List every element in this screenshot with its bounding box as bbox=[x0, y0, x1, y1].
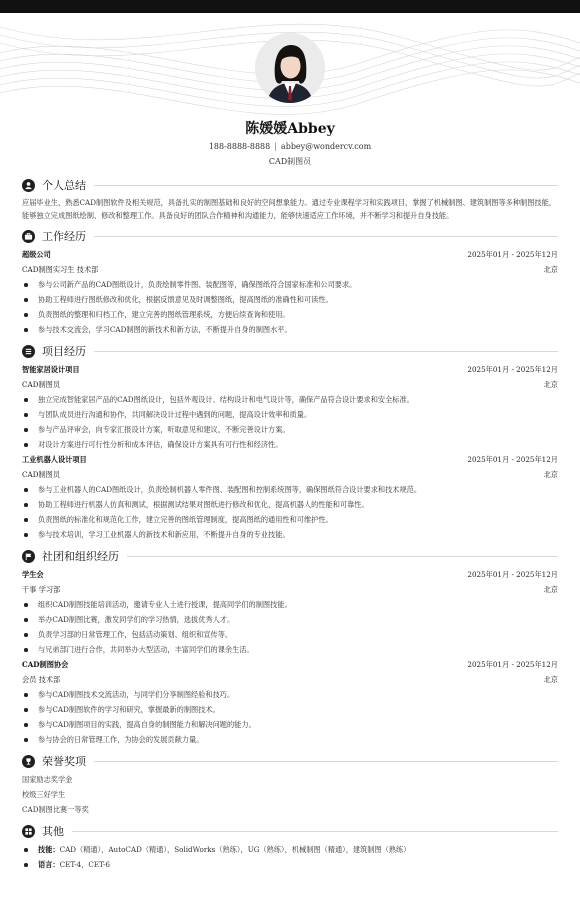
section-divider bbox=[72, 831, 558, 832]
awards-section-header bbox=[22, 750, 558, 772]
entry-role: 会员 技术部 bbox=[22, 675, 61, 684]
list-item: 协助工程师进行机器人仿真和测试，根据测试结果对图纸进行修改和优化，提高机器人的性能和可靠性。 bbox=[22, 497, 558, 512]
list-icon bbox=[22, 345, 35, 358]
entry-organization: 工业机器人设计项目 bbox=[22, 455, 87, 464]
entry-organization: 智能家居设计项目 bbox=[22, 365, 80, 374]
person-portrait-icon bbox=[255, 33, 325, 103]
list-item: 参与技术培训，学习工业机器人的新技术和新应用，不断提升自身的专业技能。 bbox=[22, 527, 558, 542]
list-item: 举办CAD制图比赛，激发同学们的学习热情，选拔优秀人才。 bbox=[22, 612, 558, 627]
list-item: 参与公司新产品的CAD图纸设计，负责绘制零件图、装配图等，确保图纸符合国家标准和公司要求。 bbox=[22, 277, 558, 292]
list-item: 与团队成员进行沟通和协作，共同解决设计过程中遇到的问题，提高设计效率和质量。 bbox=[22, 407, 558, 422]
summary-section-header bbox=[22, 174, 558, 196]
list-item: 负责学习部的日常管理工作，包括活动策划、组织和宣传等。 bbox=[22, 627, 558, 642]
briefcase-icon bbox=[22, 230, 35, 243]
list-item: 参与技术交流会，学习CAD制图的新技术和新方法，不断提升自身的制图水平。 bbox=[22, 322, 558, 337]
section-title: 荣誉奖项 bbox=[42, 755, 86, 768]
entry-bullets bbox=[22, 277, 558, 337]
entry-location: 北京 bbox=[543, 265, 558, 274]
grid-icon bbox=[22, 825, 35, 838]
section-title: 个人总结 bbox=[42, 179, 86, 192]
entry-date: 2025年01月 - 2025年12月 bbox=[467, 660, 558, 669]
section-title: 项目经历 bbox=[42, 345, 86, 358]
list-item: 参与CAD制图技术交流活动，与同学们分享制图经验和技巧。 bbox=[22, 687, 558, 702]
other-list bbox=[22, 842, 558, 872]
languages-value: CET-4，CET-6 bbox=[59, 860, 110, 869]
resume-body bbox=[22, 171, 558, 872]
club-entry bbox=[22, 567, 558, 657]
top-dark-bar bbox=[0, 0, 580, 13]
list-item: 参与协会的日常管理工作，为协会的发展贡献力量。 bbox=[22, 732, 558, 747]
languages-item bbox=[22, 857, 558, 872]
list-item: 参与工业机器人的CAD图纸设计，负责绘制机器人零件图、装配图和控制系统图等，确保图纸符合设计要求和技术规范。 bbox=[22, 482, 558, 497]
candidate-name: 陈媛媛Abbey bbox=[245, 121, 335, 137]
skills-label: 技能： bbox=[38, 845, 60, 854]
club-entry bbox=[22, 657, 558, 747]
entry-role: CAD制图员 bbox=[22, 470, 61, 479]
list-item: 独立完成智能家居产品的CAD图纸设计，包括外观设计、结构设计和电气设计等，确保产品符合设计要求和安全标准。 bbox=[22, 392, 558, 407]
entry-role: 干事 学习部 bbox=[22, 585, 61, 594]
entry-organization: 学生会 bbox=[22, 570, 44, 579]
award-item: 校级三好学生 bbox=[22, 790, 66, 799]
list-item: 负责图纸的标准化和规范化工作，建立完善的图纸管理制度，提高图纸的通用性和可维护性。 bbox=[22, 512, 558, 527]
award-item: CAD制图比赛一等奖 bbox=[22, 805, 89, 814]
list-item: 参与产品评审会，向专家汇报设计方案，听取意见和建议，不断完善设计方案。 bbox=[22, 422, 558, 437]
job-title: CAD制图员 bbox=[268, 157, 312, 166]
profile-photo bbox=[255, 33, 325, 103]
section-divider bbox=[94, 761, 558, 762]
contact-line bbox=[0, 142, 580, 151]
entry-location: 北京 bbox=[543, 585, 558, 594]
entry-bullets bbox=[22, 597, 558, 657]
clubs-section-header bbox=[22, 545, 558, 567]
list-item: 协助工程师进行图纸修改和优化，根据反馈意见及时调整图纸，提高图纸的准确性和可读性。 bbox=[22, 292, 558, 307]
trophy-icon bbox=[22, 755, 35, 768]
project-entry bbox=[22, 362, 558, 452]
list-item: 组织CAD制图技能培训活动，邀请专业人士进行授课，提高同学们的制图技能。 bbox=[22, 597, 558, 612]
entry-role: CAD制图员 bbox=[22, 380, 61, 389]
award-item: 国家励志奖学金 bbox=[22, 775, 73, 784]
entry-organization: 超级公司 bbox=[22, 250, 51, 259]
section-divider bbox=[94, 351, 558, 352]
flag-icon bbox=[22, 550, 35, 563]
list-item: 与兄弟部门进行合作，共同举办大型活动，丰富同学们的课余生活。 bbox=[22, 642, 558, 657]
list-item: 参与CAD制图软件的学习和研究，掌握最新的制图技术。 bbox=[22, 702, 558, 717]
other-section-header bbox=[22, 820, 558, 842]
section-divider bbox=[94, 236, 558, 237]
entry-bullets bbox=[22, 687, 558, 747]
section-divider bbox=[94, 185, 558, 186]
entry-organization: CAD制图协会 bbox=[22, 660, 69, 669]
list-item: 对设计方案进行可行性分析和成本评估，确保设计方案具有可行性和经济性。 bbox=[22, 437, 558, 452]
languages-label: 语言： bbox=[38, 860, 60, 869]
entry-bullets bbox=[22, 392, 558, 452]
summary-text: 应届毕业生，熟悉CAD制图软件及相关规范，具备扎实的制图基础和良好的空间想象能力。通过专业课程学习和实践项目，掌握了机械制图、建筑制图等多种制图技能，能够独立完成图纸绘制、修改和整理工作。具备良好的团队合作精神和沟通能力，能够快速适应工作环境，并不断学习和提升自身技能。 bbox=[22, 198, 556, 220]
contact-separator: | bbox=[274, 142, 277, 151]
entry-bullets bbox=[22, 482, 558, 542]
skills-item bbox=[22, 842, 558, 857]
projects-section-header bbox=[22, 340, 558, 362]
entry-location: 北京 bbox=[543, 675, 558, 684]
list-item: 负责图纸的整理和归档工作，建立完善的图纸管理系统，方便后续查询和使用。 bbox=[22, 307, 558, 322]
section-title: 社团和组织经历 bbox=[42, 550, 119, 563]
section-title: 工作经历 bbox=[42, 230, 86, 243]
work-entry bbox=[22, 247, 558, 337]
project-entry bbox=[22, 452, 558, 542]
entry-location: 北京 bbox=[543, 380, 558, 389]
entry-date: 2025年01月 - 2025年12月 bbox=[467, 570, 558, 579]
entry-date: 2025年01月 - 2025年12月 bbox=[467, 455, 558, 464]
section-divider bbox=[127, 556, 558, 557]
phone-number: 188-8888-8888 bbox=[208, 142, 271, 151]
entry-date: 2025年01月 - 2025年12月 bbox=[467, 250, 558, 259]
list-item: 参与CAD制图项目的实践，提高自身的制图能力和解决问题的能力。 bbox=[22, 717, 558, 732]
section-title: 其他 bbox=[42, 825, 64, 838]
work-section-header bbox=[22, 225, 558, 247]
entry-location: 北京 bbox=[543, 470, 558, 479]
person-icon bbox=[22, 179, 35, 192]
entry-date: 2025年01月 - 2025年12月 bbox=[467, 365, 558, 374]
email-address[interactable]: abbey@wondercv.com bbox=[280, 142, 372, 151]
entry-role: CAD制图实习生 技术部 bbox=[22, 265, 99, 274]
skills-value: CAD（精通），AutoCAD（精通），SolidWorks（熟练），UG（熟练），机械制图（精通），建筑制图（熟练） bbox=[59, 845, 411, 854]
